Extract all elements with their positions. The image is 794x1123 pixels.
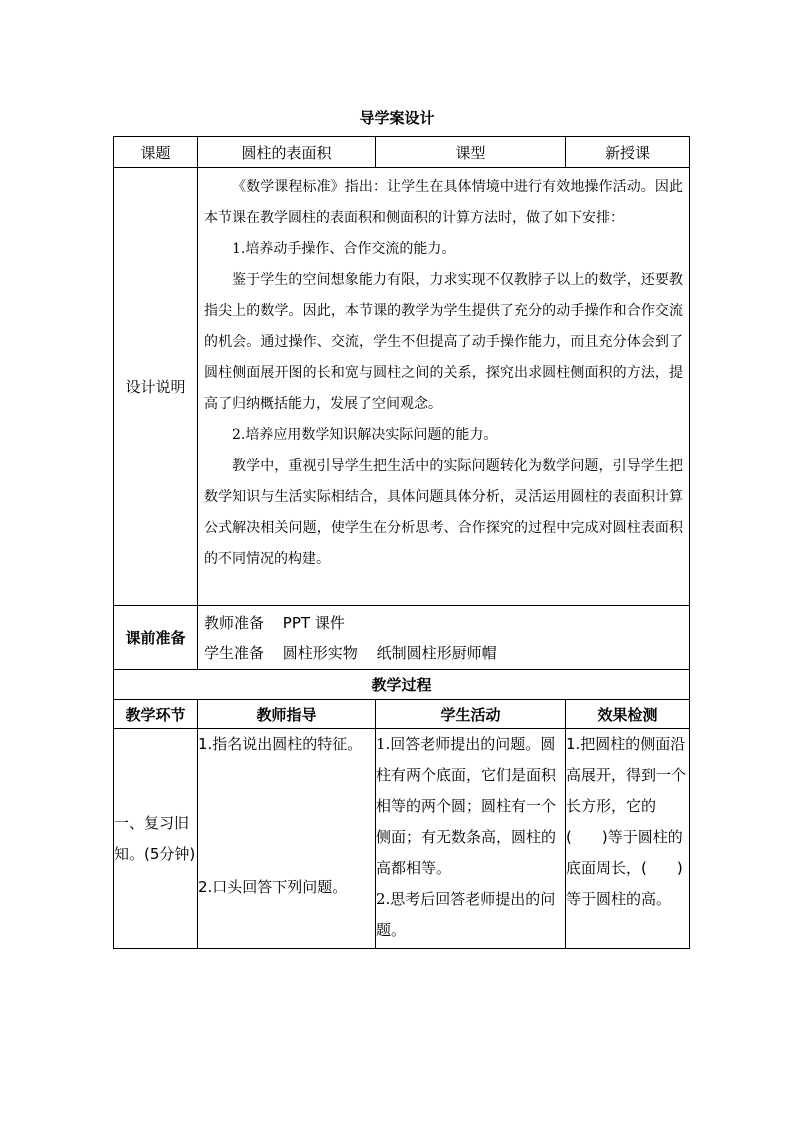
column-header: 教师指导 <box>198 700 376 729</box>
student-prep-label: 学生准备 <box>204 643 265 662</box>
teacher-prep-items: PPT 课件 <box>282 613 345 632</box>
column-header: 学生活动 <box>376 700 566 729</box>
teacher-guide-cell <box>198 729 376 949</box>
student-prep-item: 圆柱形实物 <box>282 643 358 662</box>
teacher-prep-label: 教师准备 <box>204 613 265 632</box>
process-row <box>114 729 690 949</box>
topic-label: 课题 <box>114 137 198 168</box>
teacher-prep-line <box>200 608 689 638</box>
column-header: 教学环节 <box>114 700 198 729</box>
student-prep-line <box>200 638 689 668</box>
student-activity-item: 2.思考后回答老师提出的问题。 <box>376 890 556 939</box>
process-header-row <box>114 700 690 729</box>
stage-cell: 一、复习旧知。(5分钟) <box>114 729 198 949</box>
student-prep-item: 纸制圆柱形厨师帽 <box>376 643 497 662</box>
design-description <box>198 168 690 606</box>
student-activity-cell <box>376 729 566 949</box>
design-paragraph: 《数学课程标准》指出：让学生在具体情境中进行有效地操作活动。因此本节课在教学圆柱的表面积和侧面积的计算方法时，做了如下安排： <box>204 179 683 226</box>
design-row <box>114 168 690 606</box>
teacher-guide-item: 2.口头回答下列问题。 <box>198 878 348 896</box>
design-paragraph: 2.培养应用数学知识解决实际问题的能力。 <box>232 427 498 443</box>
prep-row <box>114 606 690 670</box>
type-value: 新授课 <box>566 137 690 168</box>
teacher-guide-item: 1.指名说出圆柱的特征。 <box>198 735 363 753</box>
design-label: 设计说明 <box>114 168 198 606</box>
process-title: 教学过程 <box>114 670 690 700</box>
prep-content <box>198 606 690 670</box>
process-title-row <box>114 670 690 700</box>
prep-label: 课前准备 <box>114 606 198 670</box>
design-paragraph: 鉴于学生的空间想象能力有限，力求实现不仅教脖子以上的数学，还要教指尖上的数学。因此，本节课的教学为学生提供了充分的动手操作和合作交流的机会。通过操作、交流，学生不但提高了动手操作能力，而且充分体会到了圆柱侧面展开图的长和宽与圆柱之间的关系，探究出求圆柱侧面积的方法，提高了归纳概括能力，发展了空间观念。 <box>204 272 683 412</box>
type-label: 课型 <box>376 137 566 168</box>
header-row <box>114 137 690 168</box>
student-activity-item: 1.回答老师提出的问题。圆柱有两个底面，它们是面积相等的两个圆；圆柱有一个侧面；有无数条高，圆柱的高都相等。 <box>376 735 557 877</box>
document-title: 导学案设计 <box>359 109 435 127</box>
design-paragraph: 教学中，重视引导学生把生活中的实际问题转化为数学问题，引导学生把数学知识与生活实际相结合，具体问题具体分析，灵活运用圆柱的表面积计算公式解决相关问题，使学生在分析思考、合作探究的过程中完成对圆柱表面积的不同情况的构建。 <box>204 458 683 567</box>
topic-value: 圆柱的表面积 <box>198 137 376 168</box>
effect-check-cell: 1.把圆柱的侧面沿高展开，得到一个长方形，它的( )等于圆柱的底面周长，( )等于圆柱的高。 <box>566 729 690 949</box>
lesson-plan-table <box>113 136 690 949</box>
design-paragraph: 1.培养动手操作、合作交流的能力。 <box>232 241 456 257</box>
column-header: 效果检测 <box>566 700 690 729</box>
